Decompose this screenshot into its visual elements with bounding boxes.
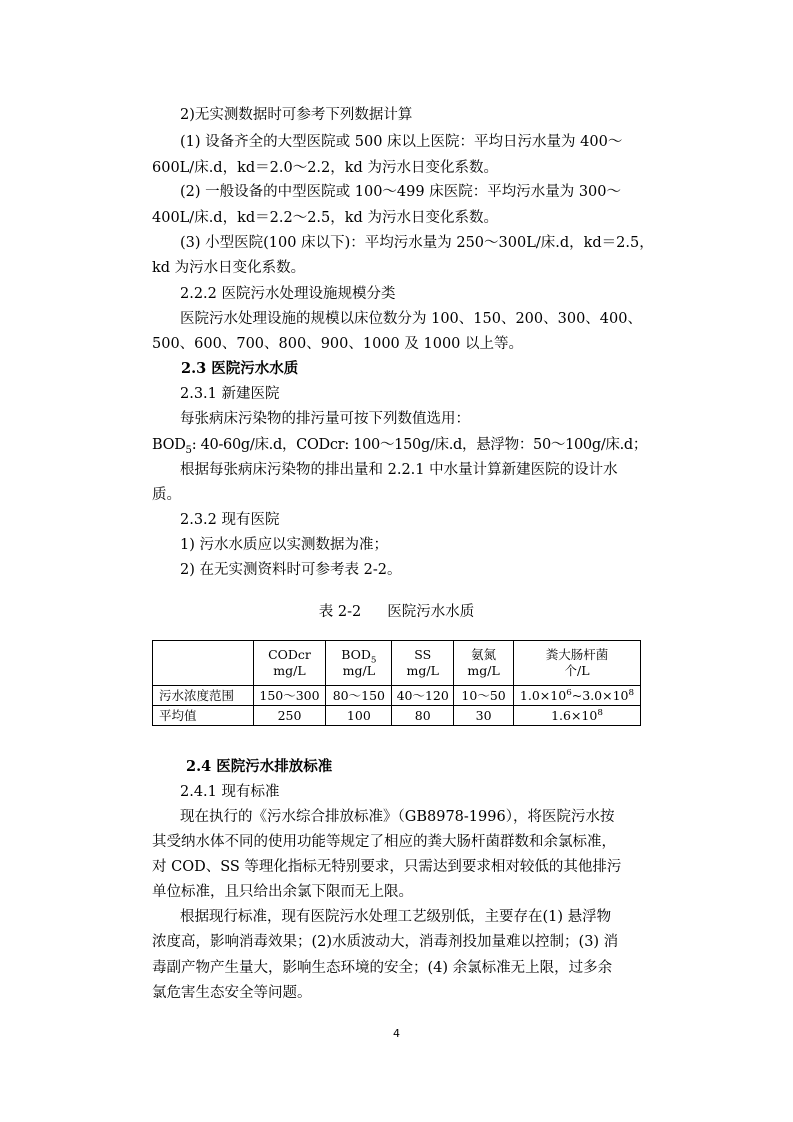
text-fragment: : 40-60g/床.d，CODcr: 100～150g/床.d，悬浮物：50～100g/床.d； [191, 437, 648, 453]
row-label: 平均值 [153, 706, 254, 726]
text-line: 毒副产物产生量大，影响生态环境的安全；(4) 余氯标准无上限，过多余 [152, 960, 613, 976]
text-line: 氯危害生态安全等问题。 [152, 985, 312, 1001]
text-line: 2)无实测数据时可参考下列数据计算 [180, 107, 413, 123]
text-fragment: BOD [152, 437, 186, 453]
value-part: 1.0×10 [519, 687, 567, 703]
table-cell [514, 686, 641, 706]
superscript: 8 [597, 707, 603, 718]
table-row [153, 686, 641, 706]
text-line: 现在执行的《污水综合排放标准》（GB8978-1996），将医院污水按 [180, 809, 615, 825]
text-line: 其受纳水体不同的使用功能等规定了相应的粪大肠杆菌群数和余氯标准， [152, 834, 616, 850]
section-heading: 2.4.1 现有标准 [180, 784, 280, 800]
text-line: 单位标准，且只给出余氯下限而无上限。 [152, 884, 413, 900]
header-cell-codcr [253, 641, 326, 686]
text-line [152, 435, 648, 456]
table-cell: 250 [253, 706, 326, 726]
section-heading: 2.2.2 医院污水处理设施规模分类 [180, 286, 396, 302]
header-unit: mg/L [467, 663, 500, 678]
text-line: 质。 [152, 487, 181, 503]
row-label: 污水浓度范围 [153, 686, 254, 706]
table-cell: 30 [454, 706, 514, 726]
table-cell: 10～50 [454, 686, 514, 706]
subscript: 5 [370, 655, 377, 666]
section-heading: 2.3 医院污水水质 [181, 360, 299, 377]
table-row [153, 706, 641, 726]
table-title: 医院污水水质 [387, 604, 475, 620]
header-label: 氨氮 [471, 647, 497, 662]
text-line: 600L/床.d，kd＝2.0～2.2，kd 为污水日变化系数。 [152, 160, 498, 176]
text-line: 500、600、700、800、900、1000 及 1000 以上等。 [152, 336, 524, 352]
text-line: 医院污水处理设施的规模以床位数分为 100、150、200、300、400、 [180, 311, 642, 327]
header-cell-coliform [514, 641, 641, 686]
header-unit: mg/L [342, 663, 376, 678]
subscript: 5 [185, 444, 192, 456]
header-unit: 个/L [564, 663, 590, 678]
table-cell: 80～150 [326, 686, 392, 706]
superscript: 6 [566, 687, 572, 698]
text-line: 根据每张病床污染物的排出量和 2.2.1 中水量计算新建医院的设计水 [180, 462, 618, 478]
table-cell: 100 [326, 706, 392, 726]
section-heading: 2.4 医院污水排放标准 [186, 758, 333, 775]
header-cell-empty [153, 641, 254, 686]
text-line: 对 COD、SS 等理化指标无特别要求，只需达到要求相对较低的其他排污 [152, 859, 622, 875]
text-line: (1) 设备齐全的大型医院或 500 床以上医院：平均日污水量为 400～ [180, 134, 623, 150]
water-quality-table [152, 640, 641, 726]
header-label: 粪大肠杆菌 [545, 647, 609, 662]
header-label: CODcr [268, 647, 311, 662]
header-label: SS [414, 647, 432, 662]
text-line: 根据现行标准，现有医院污水处理工艺级别低，主要存在(1) 悬浮物 [180, 909, 612, 925]
section-heading: 2.3.2 现有医院 [180, 512, 280, 528]
text-line: 每张病床污染物的排污量可按下列数值选用： [180, 411, 470, 427]
table-cell: 40～120 [392, 686, 454, 706]
header-unit: mg/L [273, 663, 306, 678]
text-line: (2) 一般设备的中型医院或 100～499 床医院：平均污水量为 300～ [180, 184, 622, 200]
value-part: ~3.0×10 [571, 687, 629, 703]
text-line: 400L/床.d，kd＝2.2～2.5，kd 为污水日变化系数。 [152, 210, 498, 226]
table-header-row [153, 641, 641, 686]
section-heading: 2.3.1 新建医院 [180, 386, 280, 402]
text-line: 2) 在无实测资料时可参考表 2-2。 [180, 562, 402, 578]
table-cell [514, 706, 641, 726]
header-label: BOD [341, 647, 371, 662]
page-number: 4 [393, 1027, 400, 1040]
header-unit: mg/L [406, 663, 439, 678]
text-line: 1) 污水水质应以实测数据为准； [180, 537, 388, 553]
table-cell: 80 [392, 706, 454, 726]
text-line: (3) 小型医院(100 床以下)：平均污水量为 250～300L/床.d，kd＝2.5， [180, 235, 654, 251]
table-cell: 150～300 [253, 686, 326, 706]
table-number: 表 2-2 [318, 604, 362, 620]
text-line: 浓度高，影响消毒效果；(2)水质波动大，消毒剂投加量难以控制；(3) 消 [152, 934, 619, 950]
text-line: kd 为污水日变化系数。 [152, 260, 306, 276]
value-part: 1.6×10 [551, 707, 598, 723]
superscript: 8 [628, 687, 635, 698]
header-cell-bod5 [326, 641, 392, 686]
header-cell-ss [392, 641, 454, 686]
header-cell-ammonia [454, 641, 514, 686]
table-caption [0, 602, 793, 622]
